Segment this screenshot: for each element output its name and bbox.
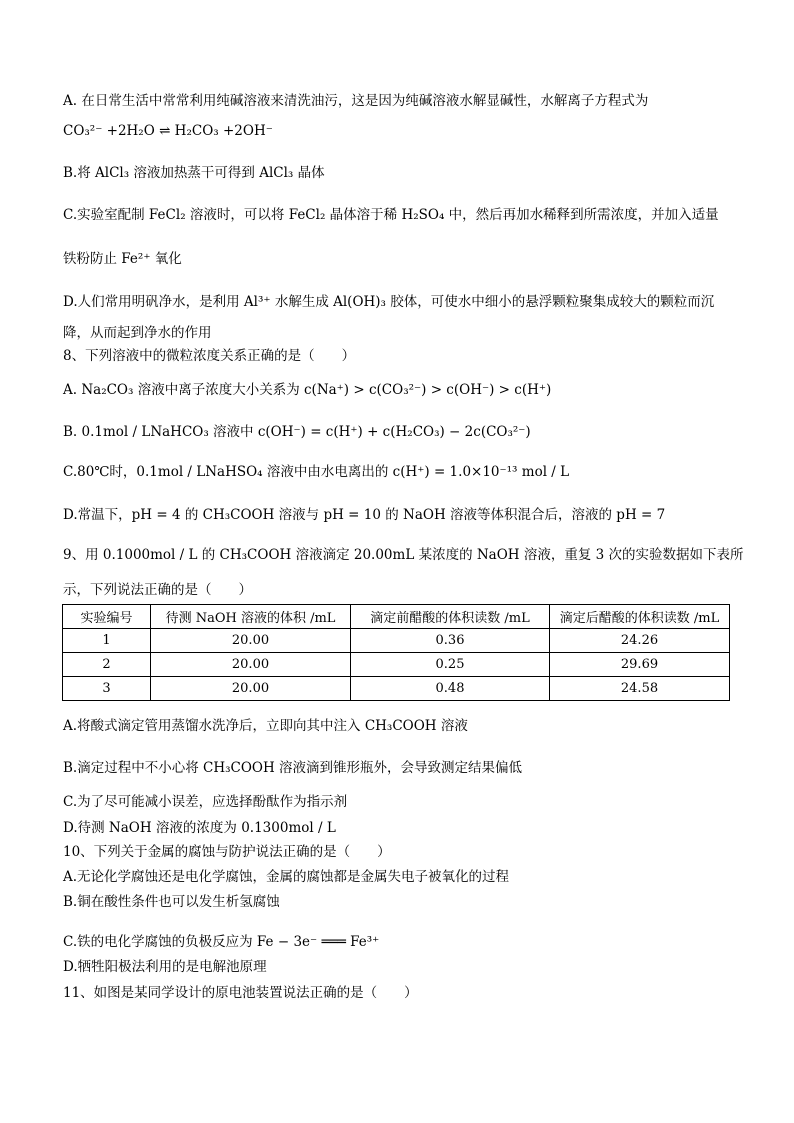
table-cell: 20.00 — [151, 629, 351, 653]
text-line-q7a-2: CO₃²⁻ +2H₂O ⇌ H₂CO₃ +2OH⁻ — [63, 123, 273, 139]
text-line-q7d-1: D.人们常用明矾净水，是利用 Al³⁺ 水解生成 Al(OH)₃ 胶体，可使水中细小的悬浮颗粒聚集成较大的颗粒而沉 — [63, 294, 715, 310]
text-line-q8c: C.80℃时，0.1mol / LNaHSO₄ 溶液中由水电离出的 c(H⁺) = 1.0×10⁻¹³ mol / L — [63, 464, 570, 480]
text-line-q8d: D.常温下，pH = 4 的 CH₃COOH 溶液与 pH = 10 的 NaOH 溶液等体积混合后，溶液的 pH = 7 — [63, 507, 666, 523]
text-line-q7d-2: 降，从而起到净水的作用 — [63, 325, 212, 341]
table-row — [63, 629, 730, 653]
table-header-cell: 滴定后醋酸的体积读数 /mL — [550, 605, 730, 629]
table-cell: 1 — [63, 629, 151, 653]
table-cell: 0.25 — [351, 653, 550, 677]
text-line-q9-1: 9、用 0.1000mol / L 的 CH₃COOH 溶液滴定 20.00mL 某浓度的 NaOH 溶液，重复 3 次的实验数据如下表所 — [63, 547, 744, 563]
text-line-q10d: D.牺牲阳极法利用的是电解池原理 — [63, 959, 267, 975]
text-line-q8: 8、下列溶液中的微粒浓度关系正确的是（ ） — [63, 348, 356, 364]
text-line-q11: 11、如图是某同学设计的原电池装置说法正确的是（ ） — [63, 985, 418, 1001]
text-line-q7c-2: 铁粉防止 Fe²⁺ 氧化 — [63, 251, 182, 267]
text-line-q7c-1: C.实验室配制 FeCl₂ 溶液时，可以将 FeCl₂ 晶体溶于稀 H₂SO₄ 中，然后再加水稀释到所需浓度，并加入适量 — [63, 207, 719, 223]
table-header-cell: 滴定前醋酸的体积读数 /mL — [351, 605, 550, 629]
table-cell: 20.00 — [151, 677, 351, 701]
text-line-q8b: B. 0.1mol / LNaHCO₃ 溶液中 c(OH⁻) = c(H⁺) + c(H₂CO₃) − 2c(CO₃²⁻) — [63, 424, 531, 440]
text-line-q7b: B.将 AlCl₃ 溶液加热蒸干可得到 AlCl₃ 晶体 — [63, 165, 325, 181]
table-header-cell: 实验编号 — [63, 605, 151, 629]
table-cell: 29.69 — [550, 653, 730, 677]
text-line-q10: 10、下列关于金属的腐蚀与防护说法正确的是（ ） — [63, 844, 391, 860]
table-cell: 20.00 — [151, 653, 351, 677]
table-row — [63, 677, 730, 701]
text-line-q10c: C.铁的电化学腐蚀的负极反应为 Fe − 3e⁻ ═══ Fe³⁺ — [63, 934, 380, 950]
text-line-q9c: C.为了尽可能减小误差，应选择酚酞作为指示剂 — [63, 794, 348, 810]
text-line-q9a: A.将酸式滴定管用蒸馏水洗净后，立即向其中注入 CH₃COOH 溶液 — [63, 718, 468, 734]
table-header-row — [63, 605, 730, 629]
text-line-q9-2: 示，下列说法正确的是（ ） — [63, 582, 252, 598]
table-cell: 24.58 — [550, 677, 730, 701]
table-header-cell: 待测 NaOH 溶液的体积 /mL — [151, 605, 351, 629]
table-cell: 2 — [63, 653, 151, 677]
text-line-q7a-1: A. 在日常生活中常常利用纯碱溶液来清洗油污，这是因为纯碱溶液水解显碱性，水解离子方程式为 — [63, 93, 649, 109]
text-line-q9d: D.待测 NaOH 溶液的浓度为 0.1300mol / L — [63, 820, 336, 836]
text-line-q9b: B.滴定过程中不小心将 CH₃COOH 溶液滴到锥形瓶外，会导致测定结果偏低 — [63, 760, 523, 776]
table-cell: 0.36 — [351, 629, 550, 653]
table-row — [63, 653, 730, 677]
table-cell: 0.48 — [351, 677, 550, 701]
titration-data-table — [62, 604, 730, 701]
text-line-q10a: A.无论化学腐蚀还是电化学腐蚀，金属的腐蚀都是金属失电子被氧化的过程 — [63, 869, 510, 885]
table-cell: 24.26 — [550, 629, 730, 653]
text-line-q10b: B.铜在酸性条件也可以发生析氢腐蚀 — [63, 894, 280, 910]
table-cell: 3 — [63, 677, 151, 701]
text-line-q8a: A. Na₂CO₃ 溶液中离子浓度大小关系为 c(Na⁺) > c(CO₃²⁻) > c(OH⁻) > c(H⁺) — [63, 382, 552, 398]
